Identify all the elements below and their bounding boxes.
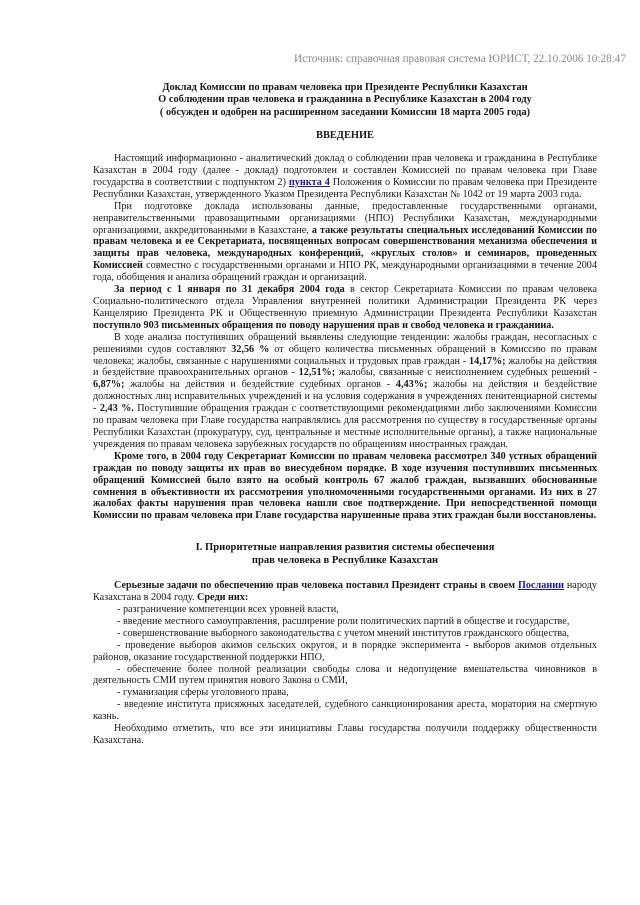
list-item: - введение института присяжных заседателей, судебного санкционирования ареста, моратория на смертную казнь. (93, 699, 597, 723)
link-punkt-4[interactable]: пункта 4 (288, 176, 330, 188)
paragraph-7: Необходимо отметить, что все эти инициативы Главы государства получили поддержку общественности Казахстана. (93, 723, 597, 746)
paragraph-1: Настоящий информационно - аналитический доклад о соблюдении прав человека и гражданина в Республике Казахстан в 2004 году (далее - доклад) подготовлен и составлен Комиссией по правам человека при Главе государства в соответствии с подпунктом 2) пункта 4 Положения о Комиссии по правам человека при Президенте Республики Казахстан, утвержденного Указом Президента Республики Казахстан № 1042 от 19 марта 2003 года. (93, 153, 597, 200)
paragraph-3: За период с 1 января по 31 декабря 2004 года в сектор Секретариата Комиссии по правам человека Социально-политического отдела Управления внутренней политики Администрации Президента РК через Канцелярию Президента РК и Общественную приемную Администрации Президента Республики Казахстан поступило 903 письменных обращения по поводу нарушения прав и свобод человека и гражданина. (93, 284, 597, 331)
link-poslanie[interactable]: Послании (517, 580, 564, 592)
document-page (93, 82, 597, 747)
title-line-2: О соблюдении прав человека и гражданина в Республике Казахстан в 2004 году (158, 94, 532, 106)
priorities-list (93, 604, 597, 723)
paragraph-5: Кроме того, в 2004 году Секретариат Комиссии по правам человека рассмотрел 340 устных обращений граждан по поводу защиты их прав во внесудебном порядке. В ходе изучения поступивших письменных обращений Комиссией было взято на особый контроль 67 жалоб граждан, вызвавших обоснованные сомнения в объективности их рассмотрения уполномоченными государственными органами. Из них в 27 жалобах факты нарушения прав человека нашли свое подтверждение. При непосредственной помощи Комиссии по правам человека при Главе государства нарушенные права этих граждан были восстановлены. (93, 450, 597, 522)
title-line-1: Доклад Комиссии по правам человека при Президенте Республики Казахстан (162, 82, 528, 93)
source-line: Источник: справочная правовая система ЮРИСТ, 22.10.2006 10:28:47 (294, 53, 626, 65)
section-1-heading: I. Приоритетные направления развития системы обеспечения прав человека в Республике Казахстан (195, 542, 495, 567)
list-item: - гуманизация сферы уголовного права, (117, 687, 289, 699)
paragraph-4: В ходе анализа поступивших обращений выявлены следующие тенденции: жалобы граждан, несогласных с решениями судов составляют 32,56 % от общего количества письменных обращений в Комиссию по правам человека; жалобы, связанные с нарушениями социальных и трудовых прав граждан - 14,17%; жалобы на действия и бездействие правоохранительных органов - 12,51%; жалобы, связанные с неисполнением судебных решений - 6,87%; жалобы на действия и бездействие судебных органов - 4,43%; жалобы на действия и бездействие должностных лиц исправительных учреждений и на условия содержания в учреждениях пенитенциарной системы - 2,43 %. Поступившие обращения граждан с соответствующими рекомендациями либо заключениями Комиссии по правам человека при Главе государства направлялись для рассмотрения по существу в государственные органы Республики Казахстан (прокуратуру, суд, центральные и местные исполнительные органы), а также национальные учреждения по правам человека зарубежных государств по обращениям иностранных граждан. (93, 331, 598, 450)
title-line-3: ( обсужден и одобрен на расширенном заседании Комиссии 18 марта 2005 года) (159, 106, 531, 118)
paragraph-2: При подготовке доклада использованы данные, предоставленные государственными органами, неправительственными правозащитными организациями (НПО) Республики Казахстан, международными организациями, аккредитованными в Казахстане, а также результаты специальных исследований Комиссии по правам человека и ее Секретариата, посвященных вопросам совершенствования механизма обеспечения и защиты прав человека, международных конференций, «круглых столов» и семинаров, проведенных Комиссией совместно с государственными органами и НПО РК, международными организациями в течение 2004 года, обобщения и анализа обращений граждан и организаций. (93, 200, 597, 284)
document-title (93, 82, 597, 119)
list-item: - разграничение компетенции всех уровней власти, (117, 604, 339, 616)
list-item: - проведение выборов акимов сельских округов, и в порядке эксперимента - выборов акимов отдельных районов, оказание государственной поддержки НПО, (93, 639, 597, 663)
list-item: - обеспечение более полной реализации свободы слова и недопущение вмешательства чиновников в деятельность СМИ путем принятия нового Закона о СМИ, (93, 663, 597, 687)
list-item: - введение местного самоуправления, расширение роли политических партий в обществе и государстве, (117, 615, 570, 627)
paragraph-6: Серьезные задачи по обеспечению прав человека поставил Президент страны в своем Послании народу Казахстана в 2004 году. Среди них: (93, 580, 597, 604)
list-item: - совершенствование выборного законодательства с учетом мнений институтов гражданского общества, (117, 627, 570, 639)
intro-heading: ВВЕДЕНИЕ (316, 130, 374, 142)
